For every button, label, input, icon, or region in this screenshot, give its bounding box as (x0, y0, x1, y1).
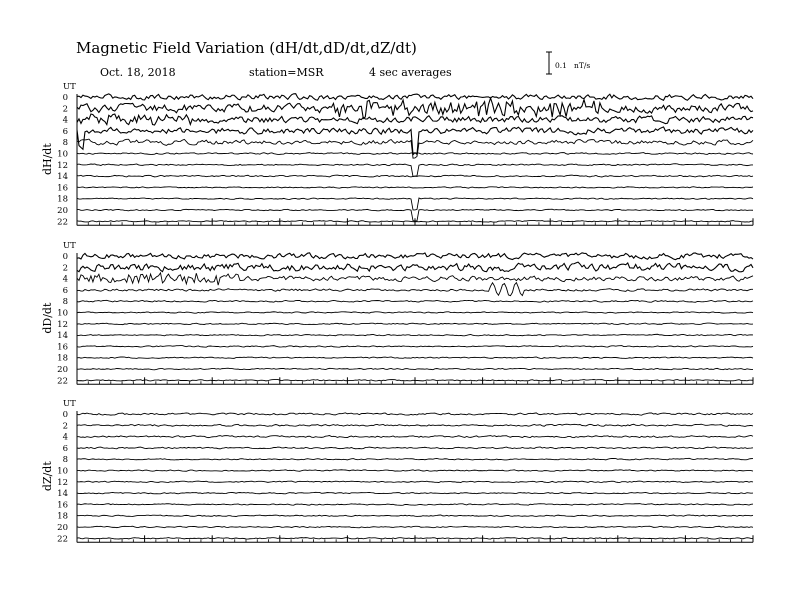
series-label-16: 16 (57, 183, 68, 194)
series-label-8: 8 (62, 138, 68, 149)
trace-dH-dt-8 (77, 139, 753, 158)
series-label-8: 8 (62, 297, 68, 308)
trace-dZ-dt-16 (77, 504, 753, 506)
trace-dD-dt-8 (77, 300, 753, 302)
series-label-10: 10 (57, 149, 68, 160)
series-label-2: 2 (62, 263, 68, 274)
series-label-6: 6 (62, 443, 68, 454)
series-label-10: 10 (57, 308, 68, 319)
trace-dZ-dt-14 (77, 492, 753, 493)
trace-dD-dt-2 (77, 262, 753, 272)
trace-dD-dt-10 (77, 312, 753, 313)
series-label-0: 0 (62, 410, 68, 420)
series-label-2: 2 (62, 421, 68, 432)
trace-dZ-dt-0 (77, 413, 753, 415)
series-label-22: 22 (57, 217, 68, 228)
trace-dZ-dt-20 (77, 526, 753, 528)
series-label-20: 20 (57, 523, 68, 533)
series-label-0: 0 (62, 252, 68, 262)
scale-bar-unit: nT/s (574, 61, 591, 70)
scale-bar (546, 52, 590, 74)
panel-dD-dt (41, 241, 753, 386)
y-axis-label: dH/dt (41, 143, 54, 176)
series-label-12: 12 (57, 160, 68, 171)
trace-dH-dt-14 (77, 175, 753, 177)
trace-dD-dt-0 (77, 253, 753, 260)
series-label-18: 18 (57, 353, 68, 364)
trace-dD-dt-6 (77, 283, 753, 296)
station-label: station=MSR (249, 66, 324, 79)
trace-dH-dt-18 (77, 198, 753, 210)
panels (41, 82, 753, 544)
series-label-14: 14 (57, 331, 68, 342)
series-label-6: 6 (62, 285, 68, 296)
trace-dD-dt-12 (77, 323, 753, 325)
series-label-14: 14 (57, 172, 68, 183)
series-label-12: 12 (57, 477, 68, 488)
trace-dH-dt-16 (77, 187, 753, 188)
trace-dZ-dt-2 (77, 424, 753, 426)
trace-dD-dt-16 (77, 346, 753, 348)
y-axis-label: dD/dt (41, 302, 54, 334)
date-label: Oct. 18, 2018 (100, 66, 176, 79)
trace-dD-dt-14 (77, 334, 753, 336)
trace-dZ-dt-4 (77, 435, 753, 437)
series-label-20: 20 (57, 365, 68, 375)
series-label-4: 4 (62, 274, 68, 285)
series-label-20: 20 (57, 206, 68, 216)
trace-dD-dt-20 (77, 368, 753, 370)
ut-label: UT (63, 82, 76, 92)
scale-bar-value: 0.1 (555, 61, 567, 70)
series-label-4: 4 (62, 432, 68, 443)
chart-title: Magnetic Field Variation (dH/dt,dD/dt,dZ/dt) (76, 39, 417, 57)
trace-dZ-dt-10 (77, 470, 753, 472)
trace-dH-dt-0 (77, 94, 753, 101)
panel-dH-dt (41, 82, 753, 227)
series-label-16: 16 (57, 500, 68, 511)
trace-dZ-dt-6 (77, 447, 753, 449)
ut-label: UT (63, 241, 76, 251)
series-label-22: 22 (57, 376, 68, 387)
averaging-label: 4 sec averages (369, 66, 452, 79)
series-label-6: 6 (62, 126, 68, 137)
series-label-8: 8 (62, 455, 68, 466)
trace-dZ-dt-12 (77, 481, 753, 482)
ut-label: UT (63, 399, 76, 409)
series-label-12: 12 (57, 319, 68, 330)
series-label-14: 14 (57, 489, 68, 500)
series-label-22: 22 (57, 534, 68, 545)
panel-dZ-dt (41, 399, 753, 544)
series-label-18: 18 (57, 194, 68, 205)
trace-dH-dt-10 (77, 153, 753, 155)
series-label-2: 2 (62, 104, 68, 115)
trace-dD-dt-18 (77, 357, 753, 359)
y-axis-label: dZ/dt (41, 461, 54, 492)
trace-dZ-dt-18 (77, 515, 753, 517)
trace-dD-dt-4 (77, 273, 753, 285)
trace-dH-dt-12 (77, 164, 753, 177)
series-label-16: 16 (57, 342, 68, 353)
series-label-0: 0 (62, 93, 68, 103)
series-label-10: 10 (57, 466, 68, 477)
series-label-4: 4 (62, 115, 68, 126)
trace-dZ-dt-8 (77, 458, 753, 460)
series-label-18: 18 (57, 511, 68, 522)
trace-dH-dt-6 (77, 127, 753, 155)
trace-dH-dt-4 (77, 114, 753, 125)
